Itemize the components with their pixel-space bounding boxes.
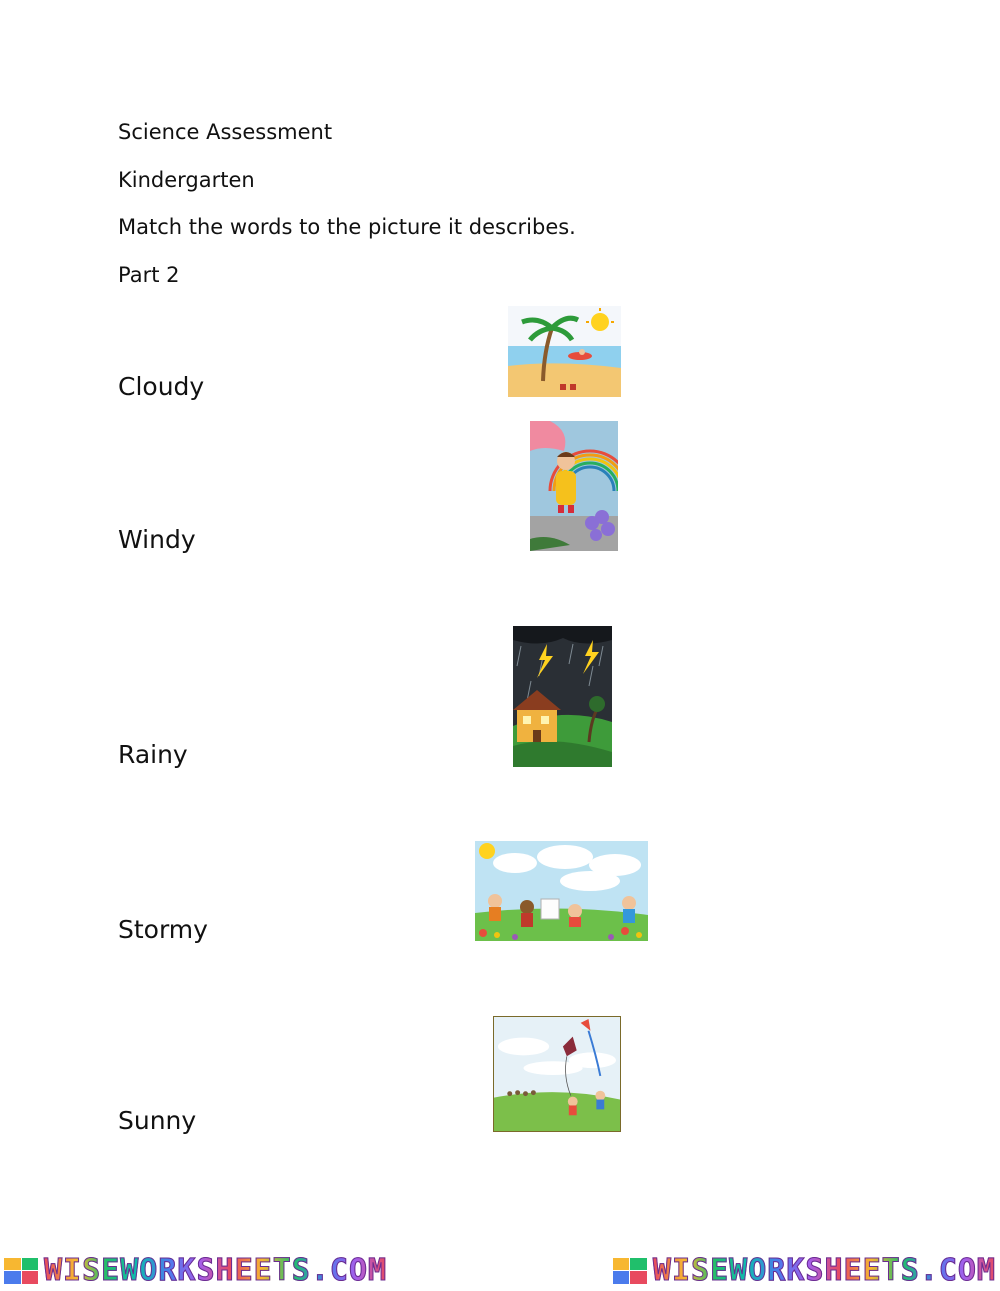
watermark-text: WISEWORKSHEETS.COM [652,1253,996,1288]
watermark-text: WISEWORKSHEETS.COM [44,1253,388,1288]
rainbow-rain-picture[interactable] [530,421,618,551]
grade-label: Kindergarten [118,168,255,192]
word-rainy[interactable]: Rainy [118,740,188,769]
word-cloudy[interactable]: Cloudy [118,372,205,401]
instructions: Match the words to the picture it describes. [118,215,576,239]
word-sunny[interactable]: Sunny [118,1106,197,1135]
beach-sun-picture[interactable] [508,306,621,397]
cloudy-kids-picture[interactable] [475,841,648,941]
watermark-logo-icon [4,1258,38,1284]
word-stormy[interactable]: Stormy [118,915,208,944]
footer-watermark [0,1250,1000,1291]
word-windy[interactable]: Windy [118,525,196,554]
watermark-left [4,1253,387,1288]
part-label: Part 2 [118,263,180,287]
worksheet-title: Science Assessment [118,120,333,144]
watermark-right [613,1253,996,1288]
watermark-logo-icon [613,1258,647,1284]
kites-windy-picture[interactable] [493,1016,621,1132]
thunderstorm-picture[interactable] [513,626,612,767]
